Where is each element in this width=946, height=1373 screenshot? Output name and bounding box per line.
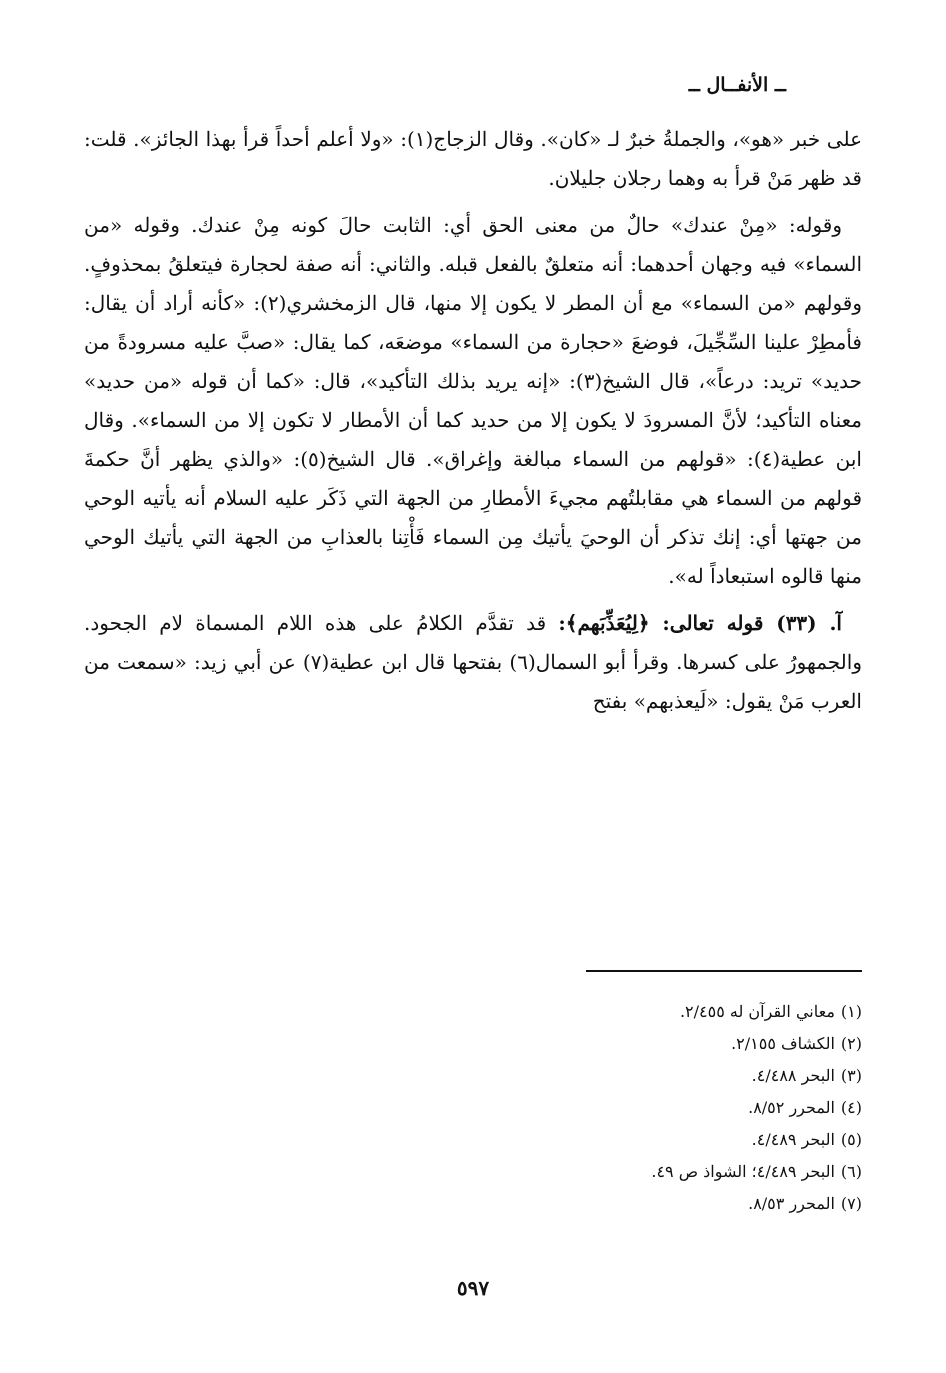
footnote-number: (١) xyxy=(840,1002,862,1021)
footnote-text: الكشاف ٢/١٥٥. xyxy=(731,1034,835,1053)
footnote-3 xyxy=(262,1060,862,1092)
footnote-1 xyxy=(262,996,862,1028)
footnote-2 xyxy=(262,1028,862,1060)
verse-commentary: قد تقدَّم الكلامُ على هذه اللام المسماة لام الجحود. والجمهورُ على كسرها. وقرأ أبو السمال(٦) بفتحها قال ابن عطية(٧) عن أبي زيد: «سمعت من العرب مَنْ يقول: «لَيعذبهم» بفتح xyxy=(84,611,862,713)
footnote-number: (٥) xyxy=(840,1130,862,1149)
paragraph-2: وقوله: «مِنْ عندك» حالٌ من معنى الحق أي: الثابت حالَ كونه مِنْ عندك. وقوله «من السماء» فيه وجهان أحدهما: أنه متعلقٌ بالفعل قبله. والثاني: أنه صفة لحجارة فيتعلقُ بمحذوفٍ. وقولهم «من السماء» مع أن المطر لا يكون إلا منها، قال الزمخشري(٢): «كأنه أراد أن يقال: فأمطِرْ علينا السِّجِّيلَ، فوضعَ «حجارة من السماء» موضعَه، كما يقال: «صبَّ عليه مسرودةً من حديد» تريد: درعاً»، قال الشيخ(٣): «إنه يريد بذلك التأكيد»، قال: «كما أن قوله «من حديد» معناه التأكيد؛ لأنَّ المسرودَ لا يكون إلا من حديد كما أن الأمطار لا تكون إلا من السماء». وقال ابن عطية(٤): «قولهم من السماء مبالغة وإغراق». قال الشيخ(٥): «والذي يظهر أنَّ حكمةَ قولهم من السماء هي مقابلتُهم مجيءَ الأمطارِ من الجهة التي ذَكَر عليه السلام أنه يأتيه الوحي من جهتها أي: إنك تذكر أن الوحيَ يأتيك مِن السماء فَأْتِنا بالعذابِ من الجهة التي يأتيك الوحي منها قالوه استبعاداً له». xyxy=(84,213,863,588)
footnote-text: المحرر ٨/٥٢. xyxy=(748,1098,835,1117)
body-text xyxy=(84,120,862,721)
footnotes-list xyxy=(262,996,862,1220)
footnote-divider xyxy=(586,970,862,972)
footnote-4 xyxy=(262,1092,862,1124)
footnote-number: (٧) xyxy=(840,1194,862,1213)
running-head: ــ الأنفــال ــ xyxy=(688,74,786,96)
footnote-number: (٤) xyxy=(840,1098,862,1117)
page-number: ٥٩٧ xyxy=(456,1276,490,1300)
footnote-7 xyxy=(262,1188,862,1220)
verse-reference: آ. (٣٣) قوله تعالى: ﴿لِيُعَذِّبَهم﴾: xyxy=(558,611,842,635)
footnote-text: البحر ٤/٤٨٨. xyxy=(751,1066,835,1085)
footnote-text: البحر ٤/٤٨٩؛ الشواذ ص ٤٩. xyxy=(651,1162,835,1181)
footnote-number: (٦) xyxy=(840,1162,862,1181)
paragraph-3 xyxy=(84,604,862,721)
footnote-text: البحر ٤/٤٨٩. xyxy=(751,1130,835,1149)
footnote-text: معاني القرآن له ٢/٤٥٥. xyxy=(679,1002,835,1021)
paragraph-1: على خبر «هو»، والجملةُ خبرٌ لـ «كان». وقال الزجاج(١): «ولا أعلم أحداً قرأ بهذا الجائز». قلت: قد ظهر مَنْ قرأ به وهما رجلان جليلان. xyxy=(84,127,863,190)
footnote-5 xyxy=(262,1124,862,1156)
footnote-number: (٢) xyxy=(840,1034,862,1053)
footnote-text: المحرر ٨/٥٣. xyxy=(748,1194,835,1213)
footnote-number: (٣) xyxy=(840,1066,862,1085)
footnote-6 xyxy=(262,1156,862,1188)
